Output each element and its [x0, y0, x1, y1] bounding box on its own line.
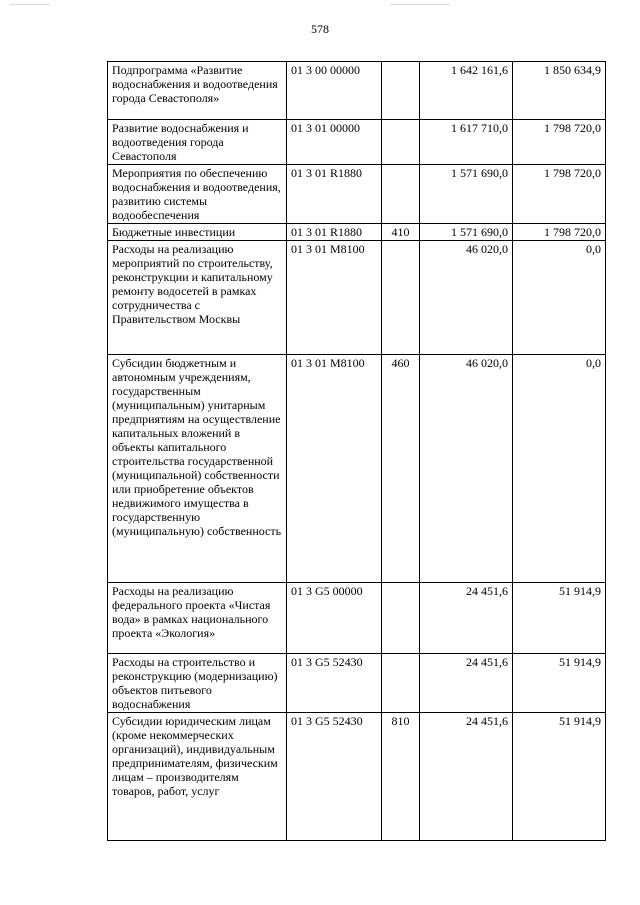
row-name-cell: Расходы на реализацию мероприятий по строительству, реконструкции и капитальному ремонту водосетей в рамках сотрудничества с Правительством Москвы — [108, 241, 287, 355]
table-row — [108, 224, 606, 241]
row-amount-year1-cell: 1 617 710,0 — [420, 120, 513, 165]
row-amount-year2-cell: 1 798 720,0 — [513, 224, 606, 241]
row-code-cell: 01 3 01 R1880 — [287, 165, 382, 224]
row-amount-year2-cell: 51 914,9 — [513, 583, 606, 654]
row-expense-type-cell — [382, 120, 420, 165]
row-amount-year1-cell: 1 642 161,6 — [420, 62, 513, 120]
row-code-cell: 01 3 G5 00000 — [287, 583, 382, 654]
row-code-cell: 01 3 01 M8100 — [287, 241, 382, 355]
page-number: 578 — [311, 22, 329, 36]
table-row — [108, 583, 606, 654]
row-amount-year2-cell: 1 798 720,0 — [513, 120, 606, 165]
row-amount-year2-cell: 51 914,9 — [513, 713, 606, 841]
row-expense-type-cell — [382, 241, 420, 355]
row-code-cell: 01 3 00 00000 — [287, 62, 382, 120]
row-amount-year2-cell: 1 798 720,0 — [513, 165, 606, 224]
row-name-cell: Субсидии бюджетным и автономным учреждениям, государственным (муниципальным) унитарным предприятиям на осуществление капитальных вложений в объекты капитального строительства государственной (муниципальной) собственности или приобретение объектов недвижимого имущества в государственную (муниципальную) собственность — [108, 355, 287, 583]
row-name-cell: Субсидии юридическим лицам (кроме некоммерческих организаций), индивидуальным предпринимателям, физическим лицам – производителям товаров, работ, услуг — [108, 713, 287, 841]
row-expense-type-cell — [382, 654, 420, 713]
row-amount-year1-cell: 1 571 690,0 — [420, 224, 513, 241]
row-amount-year2-cell: 0,0 — [513, 355, 606, 583]
row-name-cell: Расходы на строительство и реконструкцию (модернизацию) объектов питьевого водоснабжения — [108, 654, 287, 713]
row-amount-year1-cell: 1 571 690,0 — [420, 165, 513, 224]
row-expense-type-cell: 810 — [382, 713, 420, 841]
row-expense-type-cell: 410 — [382, 224, 420, 241]
row-code-cell: 01 3 G5 52430 — [287, 654, 382, 713]
row-name-cell: Развитие водоснабжения и водоотведения города Севастополя — [108, 120, 287, 165]
row-amount-year1-cell: 24 451,6 — [420, 583, 513, 654]
row-name-cell: Мероприятия по обеспечению водоснабжения и водоотведения, развитию системы водообеспечения — [108, 165, 287, 224]
row-code-cell: 01 3 G5 52430 — [287, 713, 382, 841]
table-row — [108, 654, 606, 713]
table-row — [108, 713, 606, 841]
table-row — [108, 355, 606, 583]
row-amount-year2-cell: 0,0 — [513, 241, 606, 355]
scan-edge-mark — [10, 4, 50, 5]
row-amount-year2-cell: 51 914,9 — [513, 654, 606, 713]
table-row — [108, 165, 606, 224]
row-amount-year1-cell: 46 020,0 — [420, 355, 513, 583]
table-row — [108, 62, 606, 120]
table-row — [108, 120, 606, 165]
row-expense-type-cell: 460 — [382, 355, 420, 583]
row-code-cell: 01 3 01 00000 — [287, 120, 382, 165]
row-expense-type-cell — [382, 62, 420, 120]
row-amount-year1-cell: 24 451,6 — [420, 654, 513, 713]
row-amount-year2-cell: 1 850 634,9 — [513, 62, 606, 120]
table-row — [108, 241, 606, 355]
row-expense-type-cell — [382, 165, 420, 224]
row-name-cell: Расходы на реализацию федерального проекта «Чистая вода» в рамках национального проекта «Экология» — [108, 583, 287, 654]
row-expense-type-cell — [382, 583, 420, 654]
budget-table — [107, 61, 606, 841]
row-code-cell: 01 3 01 M8100 — [287, 355, 382, 583]
row-amount-year1-cell: 24 451,6 — [420, 713, 513, 841]
row-name-cell: Подпрограмма «Развитие водоснабжения и водоотведения города Севастополя» — [108, 62, 287, 120]
row-code-cell: 01 3 01 R1880 — [287, 224, 382, 241]
scan-edge-mark — [390, 4, 450, 5]
row-amount-year1-cell: 46 020,0 — [420, 241, 513, 355]
row-name-cell: Бюджетные инвестиции — [108, 224, 287, 241]
